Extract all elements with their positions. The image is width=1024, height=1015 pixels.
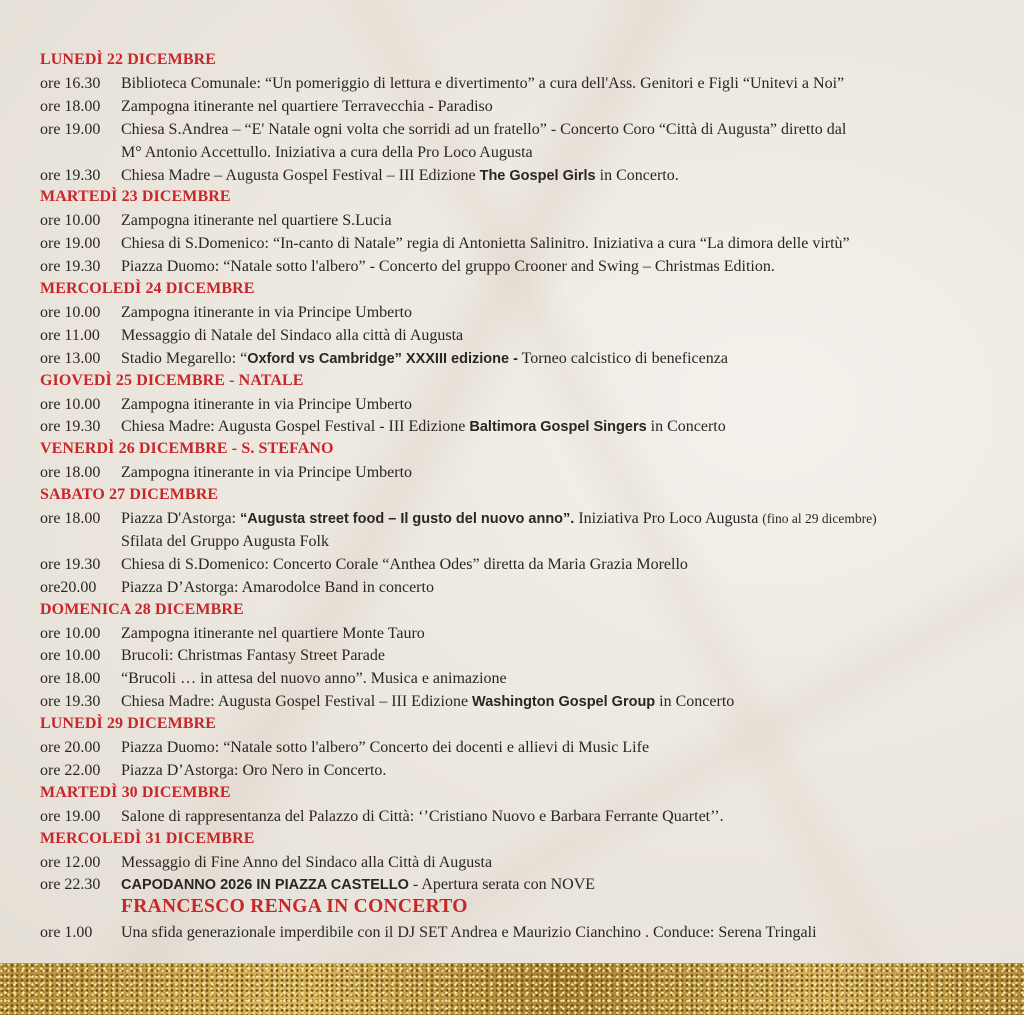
event-description: Chiesa Madre: Augusta Gospel Festival - III Edizione Baltimora Gospel Singers in Concerto — [121, 418, 726, 436]
day-heading: DOMENICA 28 DICEMBRE — [40, 600, 244, 618]
event-time: ore 10.00 — [40, 647, 101, 665]
event-description: Biblioteca Comunale: “Un pomeriggio di lettura e divertimento” a cura dell'Ass. Genitori e Figli “Unitevi a Noi” — [121, 74, 845, 92]
day-heading: GIOVEDÌ 25 DICEMBRE - NATALE — [40, 371, 304, 389]
event-time: ore 19.30 — [40, 418, 101, 436]
event-time: ore 12.00 — [40, 853, 101, 871]
event-time: ore 10.00 — [40, 624, 101, 642]
day-heading: MARTEDÌ 23 DICEMBRE — [40, 188, 231, 206]
event-description: “Brucoli … in attesa del nuovo anno”. Musica e animazione — [121, 670, 507, 688]
event-highlight: “Augusta street food – Il gusto del nuovo anno”. — [240, 511, 575, 527]
event-description: Chiesa Madre: Augusta Gospel Festival – III Edizione Washington Gospel Group in Concerto — [121, 693, 735, 711]
event-description: Chiesa S.Andrea – “E' Natale ogni volta che sorridi ad un fratello” - Concerto Coro “Città di Augusta” diretto dal — [121, 120, 847, 138]
event-time: ore 10.00 — [40, 212, 101, 230]
day-heading: LUNEDÌ 29 DICEMBRE — [40, 715, 217, 733]
event-time: ore 19.30 — [40, 693, 101, 711]
event-description: Piazza Duomo: “Natale sotto l'albero” - Concerto del gruppo Crooner and Swing – Christmas Edition. — [121, 258, 775, 276]
event-description: Chiesa di S.Domenico: “In-canto di Natale” regia di Antonietta Salinitro. Iniziativa a cura “La dimora delle virtù” — [121, 235, 850, 253]
event-description: Chiesa Madre – Augusta Gospel Festival – III Edizione The Gospel Girls in Concerto. — [121, 166, 679, 184]
headline-concert: FRANCESCO RENGA IN CONCERTO — [121, 896, 468, 918]
event-highlight: The Gospel Girls — [479, 167, 596, 184]
event-time: ore 18.00 — [40, 97, 101, 115]
event-time: ore 18.00 — [40, 464, 101, 482]
event-description: Brucoli: Christmas Fantasy Street Parade — [121, 647, 385, 665]
event-time: ore 10.00 — [40, 395, 101, 413]
event-time: ore 18.00 — [40, 670, 101, 688]
event-time: ore 19.00 — [40, 807, 101, 825]
event-description: Piazza D'Astorga: “Augusta street food – Il gusto del nuovo anno”. Iniziativa Pro Loco Augusta (fino al 29 dicembre) — [121, 510, 877, 527]
day-heading: SABATO 27 DICEMBRE — [40, 486, 219, 504]
event-description: Zampogna itinerante in via Principe Umberto — [121, 464, 413, 482]
event-time: ore 19.00 — [40, 120, 101, 138]
event-highlight: Oxford vs Cambridge” XXXIII edizione - — [247, 350, 518, 367]
event-description: CAPODANNO 2026 IN PIAZZA CASTELLO - Apertura serata con NOVE — [121, 876, 596, 894]
event-time: ore 19.00 — [40, 235, 101, 253]
event-description-continued: M° Antonio Accettullo. Iniziativa a cura della Pro Loco Augusta — [121, 143, 533, 161]
event-highlight: Baltimora Gospel Singers — [469, 419, 647, 436]
event-time: ore 13.00 — [40, 349, 101, 367]
day-heading: MARTEDÌ 30 DICEMBRE — [40, 783, 231, 801]
event-description: Messaggio di Natale del Sindaco alla città di Augusta — [121, 326, 464, 344]
day-heading: LUNEDÌ 22 DICEMBRE — [40, 51, 217, 68]
event-time: ore 19.30 — [40, 166, 101, 184]
event-description: Chiesa di S.Domenico: Concerto Corale “Anthea Odes” diretta da Maria Grazia Morello — [121, 555, 688, 573]
event-time: ore 19.30 — [40, 555, 101, 573]
event-time: ore 11.00 — [40, 326, 100, 344]
event-highlight: CAPODANNO 2026 IN PIAZZA CASTELLO — [121, 877, 409, 894]
event-description: Zampogna itinerante nel quartiere Terravecchia - Paradiso — [121, 97, 493, 115]
event-time: ore20.00 — [40, 578, 97, 596]
event-description: Zampogna itinerante in via Principe Umberto — [121, 395, 413, 413]
day-heading: MERCOLEDÌ 31 DICEMBRE — [40, 829, 255, 847]
event-note: (fino al 29 dicembre) — [762, 511, 877, 526]
event-highlight: Washington Gospel Group — [472, 694, 656, 711]
event-description: Zampogna itinerante in via Principe Umberto — [121, 303, 413, 321]
event-time: ore 10.00 — [40, 303, 101, 321]
event-description: Zampogna itinerante nel quartiere Monte Tauro — [121, 624, 425, 642]
event-description: Piazza D’Astorga: Oro Nero in Concerto. — [121, 761, 387, 779]
event-time: ore 22.00 — [40, 761, 101, 779]
event-time: ore 1.00 — [40, 924, 93, 942]
event-description: Zampogna itinerante nel quartiere S.Lucia — [121, 212, 392, 230]
event-description: Stadio Megarello: “Oxford vs Cambridge” XXXIII edizione - Torneo calcistico di beneficenza — [121, 349, 728, 367]
event-description: Salone di rappresentanza del Palazzo di Città: ‘’Cristiano Nuovo e Barbara Ferrante Quartet’’. — [121, 807, 724, 825]
event-time: ore 18.00 — [40, 510, 101, 527]
event-description: Una sfida generazionale imperdibile con il DJ SET Andrea e Maurizio Cianchino . Conduce: Serena Tringali — [121, 924, 817, 942]
event-description: Piazza D’Astorga: Amarodolce Band in concerto — [121, 578, 434, 596]
event-time: ore 22.30 — [40, 876, 101, 894]
day-heading: VENERDÌ 26 DICEMBRE - S. STEFANO — [40, 440, 334, 458]
event-description: Piazza Duomo: “Natale sotto l'albero” Concerto dei docenti e allievi di Music Life — [121, 739, 650, 756]
event-time: ore 20.00 — [40, 739, 101, 756]
event-time: ore 19.30 — [40, 258, 101, 276]
gold-glitter-border — [0, 963, 1024, 1015]
day-heading: MERCOLEDÌ 24 DICEMBRE — [40, 280, 255, 297]
event-time: ore 16.30 — [40, 74, 101, 92]
event-description-continued: Sfilata del Gruppo Augusta Folk — [121, 532, 329, 550]
event-description: Messaggio di Fine Anno del Sindaco alla Città di Augusta — [121, 853, 493, 871]
